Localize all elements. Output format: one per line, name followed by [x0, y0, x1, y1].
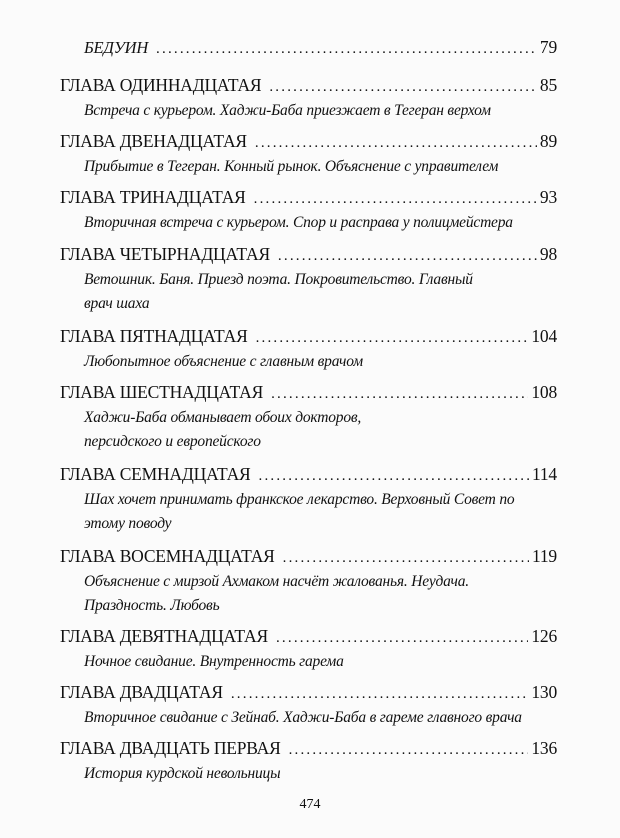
- entry-description: История курдской невольницы: [84, 765, 281, 782]
- toc-entry: [60, 737, 557, 786]
- entry-page: 85: [539, 75, 557, 95]
- toc-entry: [60, 381, 557, 454]
- entry-title: ГЛАВА ШЕСТНАДЦАТАЯ: [60, 382, 264, 402]
- entry-title: ГЛАВА ДВАДЦАТАЯ: [60, 682, 223, 702]
- leader-dots: [269, 76, 537, 98]
- entry-description: Ветошник. Баня. Приезд поэта. Покровительство. Главный врач шаха: [84, 271, 473, 312]
- entry-title: ГЛАВА ТРИНАДЦАТАЯ: [60, 187, 246, 207]
- entry-description: Встреча с курьером. Хаджи-Баба приезжает в Тегеран верхом: [84, 102, 491, 119]
- toc-entry: [60, 36, 557, 60]
- leader-dots: [254, 188, 537, 210]
- toc-entry: [60, 463, 557, 536]
- toc-entry: [60, 545, 557, 618]
- entry-title: ГЛАВА ДЕВЯТНАДЦАТАЯ: [60, 626, 268, 646]
- leader-dots: [276, 627, 528, 649]
- leader-dots: [283, 547, 529, 569]
- entry-page: 136: [531, 738, 557, 758]
- entry-description: Объяснение с мирзой Ахмаком насчёт жалованья. Неудача. Праздность. Любовь: [84, 573, 469, 614]
- leader-dots: [231, 683, 529, 705]
- entry-description: Шах хочет принимать франкское лекарство. Верховный Совет по этому поводу: [84, 491, 515, 532]
- entry-description: Любопытное объяснение с главным врачом: [84, 353, 363, 370]
- toc-entry: [60, 681, 557, 730]
- toc-entry: [60, 243, 557, 316]
- entry-title: ГЛАВА ДВАДЦАТЬ ПЕРВАЯ: [60, 738, 281, 758]
- entry-page: 79: [539, 37, 557, 57]
- leader-dots: [256, 327, 529, 349]
- entry-description: Ночное свидание. Внутренность гарема: [84, 653, 344, 670]
- toc-entry: [60, 625, 557, 674]
- entry-page: 114: [531, 464, 557, 484]
- entry-page: 104: [531, 326, 557, 346]
- entry-page: 126: [531, 626, 557, 646]
- entry-description: Вторичная встреча с курьером. Спор и расправа у полицмейстера: [84, 214, 513, 231]
- entry-title: ГЛАВА ПЯТНАДЦАТАЯ: [60, 326, 248, 346]
- leader-dots: [271, 383, 528, 405]
- entry-title: ГЛАВА ДВЕНАДЦАТАЯ: [60, 131, 247, 151]
- leader-dots: [255, 132, 537, 154]
- entry-title: ГЛАВА СЕМНАДЦАТАЯ: [60, 464, 251, 484]
- page-number: 474: [299, 797, 321, 812]
- toc-entry: [60, 130, 557, 179]
- entry-page: 130: [531, 682, 557, 702]
- entry-description: Хаджи-Баба обманывает обоих докторов, персидского и европейского: [84, 409, 362, 450]
- leader-dots: [156, 38, 537, 60]
- entry-title: ГЛАВА ОДИННАДЦАТАЯ: [60, 75, 262, 95]
- entry-title: ГЛАВА ЧЕТЫРНАДЦАТАЯ: [60, 244, 270, 264]
- toc-entry: [60, 74, 557, 123]
- entry-page: 108: [531, 382, 557, 402]
- entry-page: 89: [539, 131, 557, 151]
- entry-title: ГЛАВА ВОСЕМНАДЦАТАЯ: [60, 546, 275, 566]
- entry-page: 119: [531, 546, 557, 566]
- leader-dots: [289, 739, 529, 761]
- toc-entry: [60, 325, 557, 374]
- entry-description: Прибытие в Тегеран. Конный рынок. Объяснение с управителем: [84, 158, 499, 175]
- leader-dots: [259, 465, 529, 487]
- entry-description: Вторичное свидание с Зейнаб. Хаджи-Баба в гареме главного врача: [84, 709, 522, 726]
- entry-page: 93: [539, 187, 557, 207]
- entry-page: 98: [539, 244, 557, 264]
- toc-entry: [60, 186, 557, 235]
- entry-title: БЕДУИН: [84, 38, 149, 57]
- leader-dots: [278, 245, 537, 267]
